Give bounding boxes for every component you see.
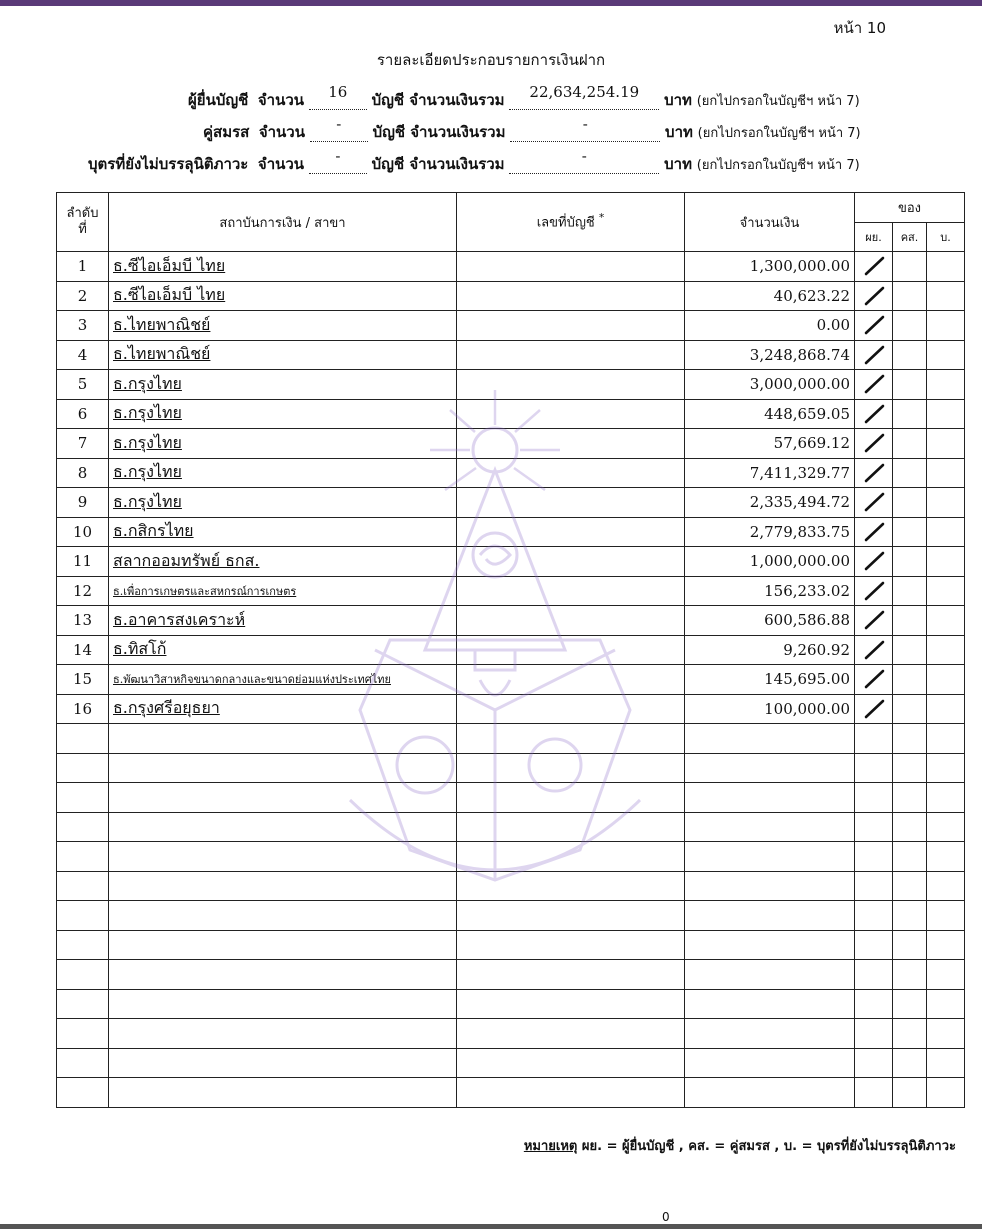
checkmark-slash-icon	[863, 491, 885, 513]
owner-cell-3	[927, 252, 965, 282]
empty-cell	[109, 724, 457, 754]
amount: 100,000.00	[685, 694, 855, 724]
owner-cell-3	[927, 665, 965, 695]
empty-cell	[893, 1078, 927, 1108]
owner-cell-1	[855, 694, 893, 724]
owner-cell-2	[893, 281, 927, 311]
empty-cell	[927, 753, 965, 783]
bank-name: ธ.ซีไอเอ็มบี ไทย	[109, 252, 457, 282]
empty-cell	[855, 842, 893, 872]
owner-cell-1	[855, 252, 893, 282]
account-number-redacted	[457, 458, 685, 488]
account-number-redacted	[457, 429, 685, 459]
empty-cell	[109, 842, 457, 872]
empty-row	[57, 960, 965, 990]
empty-cell	[685, 1078, 855, 1108]
empty-row	[57, 901, 965, 931]
row-number: 10	[57, 517, 109, 547]
empty-cell	[855, 901, 893, 931]
empty-cell	[685, 753, 855, 783]
empty-cell	[893, 753, 927, 783]
empty-cell	[927, 1019, 965, 1049]
owner-cell-2	[893, 517, 927, 547]
empty-cell	[927, 989, 965, 1019]
account-number-redacted	[457, 281, 685, 311]
amount: 1,300,000.00	[685, 252, 855, 282]
empty-cell	[927, 783, 965, 813]
table-row	[57, 635, 965, 665]
owner-cell-3	[927, 340, 965, 370]
amount: 0.00	[685, 311, 855, 341]
account-number-redacted	[457, 547, 685, 577]
row-number: 14	[57, 635, 109, 665]
empty-cell	[893, 960, 927, 990]
checkmark-slash-icon	[863, 668, 885, 690]
checkmark-slash-icon	[863, 255, 885, 277]
owner-cell-1	[855, 488, 893, 518]
empty-cell	[855, 1019, 893, 1049]
empty-cell	[457, 1048, 685, 1078]
owner-cell-2	[893, 340, 927, 370]
owner-cell-1	[855, 606, 893, 636]
empty-cell	[893, 842, 927, 872]
empty-cell	[109, 1078, 457, 1108]
children-total: -	[581, 147, 587, 165]
empty-cell	[855, 753, 893, 783]
owner-cell-1	[855, 517, 893, 547]
empty-cell	[457, 930, 685, 960]
amount: 145,695.00	[685, 665, 855, 695]
owner-cell-3	[927, 606, 965, 636]
empty-cell	[893, 812, 927, 842]
page-number: หน้า 10	[833, 19, 886, 37]
amount: 448,659.05	[685, 399, 855, 429]
empty-row	[57, 1048, 965, 1078]
amount: 57,669.12	[685, 429, 855, 459]
checkmark-slash-icon	[863, 639, 885, 661]
empty-cell	[57, 724, 109, 754]
row-number: 13	[57, 606, 109, 636]
owner-cell-1	[855, 399, 893, 429]
empty-cell	[685, 901, 855, 931]
empty-cell	[57, 930, 109, 960]
empty-cell	[457, 724, 685, 754]
owner-cell-2	[893, 547, 927, 577]
empty-cell	[109, 960, 457, 990]
owner-cell-1	[855, 635, 893, 665]
table-row	[57, 311, 965, 341]
bank-name: ธ.กรุงไทย	[109, 488, 457, 518]
account-number-redacted	[457, 635, 685, 665]
owner-cell-1	[855, 576, 893, 606]
empty-cell	[927, 842, 965, 872]
bottom-mark: 0	[662, 1210, 670, 1224]
checkmark-slash-icon	[863, 521, 885, 543]
empty-cell	[855, 1048, 893, 1078]
owner-cell-3	[927, 370, 965, 400]
empty-cell	[109, 1048, 457, 1078]
empty-cell	[685, 842, 855, 872]
summary-line-children: บุตรที่ยังไม่บรรลุนิติภาวะ จำนวน - บัญชี จำนวนเงินรวม - บาท (ยกไปกรอกในบัญชีฯ หน้า 7)	[88, 147, 860, 173]
summary-line-spouse: คู่สมรส จำนวน - บัญชี จำนวนเงินรวม - บาท (ยกไปกรอกในบัญชีฯ หน้า 7)	[203, 115, 861, 141]
checkmark-slash-icon	[863, 609, 885, 631]
header-owner: ของ	[855, 193, 965, 223]
owner-cell-2	[893, 635, 927, 665]
empty-cell	[927, 930, 965, 960]
table-row	[57, 576, 965, 606]
owner-cell-1	[855, 458, 893, 488]
row-number: 12	[57, 576, 109, 606]
amount: 3,000,000.00	[685, 370, 855, 400]
empty-cell	[927, 871, 965, 901]
checkmark-slash-icon	[863, 344, 885, 366]
table-row	[57, 694, 965, 724]
empty-cell	[893, 930, 927, 960]
row-number: 3	[57, 311, 109, 341]
owner-cell-1	[855, 281, 893, 311]
empty-cell	[685, 930, 855, 960]
empty-cell	[685, 989, 855, 1019]
empty-cell	[57, 1019, 109, 1049]
account-number-redacted	[457, 665, 685, 695]
owner-cell-1	[855, 311, 893, 341]
empty-cell	[109, 930, 457, 960]
children-count: -	[335, 147, 341, 165]
amount: 9,260.92	[685, 635, 855, 665]
empty-cell	[855, 1078, 893, 1108]
empty-cell	[457, 842, 685, 872]
owner-cell-2	[893, 665, 927, 695]
owner-cell-2	[893, 488, 927, 518]
amount: 3,248,868.74	[685, 340, 855, 370]
empty-cell	[685, 1019, 855, 1049]
owner-cell-3	[927, 547, 965, 577]
empty-cell	[685, 812, 855, 842]
owner-cell-2	[893, 370, 927, 400]
empty-cell	[893, 783, 927, 813]
account-number-redacted	[457, 340, 685, 370]
owner-cell-3	[927, 399, 965, 429]
bank-name: ธ.กรุงไทย	[109, 458, 457, 488]
empty-cell	[893, 724, 927, 754]
declarant-count: 16	[328, 83, 348, 101]
table-row	[57, 458, 965, 488]
empty-cell	[927, 812, 965, 842]
row-number: 4	[57, 340, 109, 370]
bank-name: ธ.ไทยพาณิชย์	[109, 311, 457, 341]
empty-cell	[855, 960, 893, 990]
footnote: หมายเหตุ ผย. = ผู้ยื่นบัญชี , คส. = คู่สมรส , บ. = บุตรที่ยังไม่บรรลุนิติภาวะ	[523, 1139, 956, 1154]
amount: 2,335,494.72	[685, 488, 855, 518]
empty-cell	[457, 871, 685, 901]
table-row	[57, 517, 965, 547]
empty-cell	[457, 753, 685, 783]
table-row	[57, 370, 965, 400]
empty-cell	[57, 753, 109, 783]
owner-cell-3	[927, 311, 965, 341]
empty-row	[57, 812, 965, 842]
table-row	[57, 606, 965, 636]
empty-cell	[855, 724, 893, 754]
empty-cell	[893, 871, 927, 901]
empty-cell	[893, 989, 927, 1019]
checkmark-slash-icon	[863, 373, 885, 395]
empty-cell	[855, 989, 893, 1019]
empty-cell	[927, 901, 965, 931]
bank-name: สลากออมทรัพย์ ธกส.	[109, 547, 457, 577]
row-number: 7	[57, 429, 109, 459]
empty-cell	[685, 783, 855, 813]
checkmark-slash-icon	[863, 403, 885, 425]
empty-cell	[685, 1048, 855, 1078]
row-number: 9	[57, 488, 109, 518]
owner-cell-3	[927, 281, 965, 311]
owner-cell-2	[893, 458, 927, 488]
empty-cell	[57, 1048, 109, 1078]
owner-cell-1	[855, 370, 893, 400]
bank-name: ธ.เพื่อการเกษตรและสหกรณ์การเกษตร	[109, 576, 457, 606]
empty-cell	[109, 812, 457, 842]
empty-cell	[109, 871, 457, 901]
empty-cell	[685, 960, 855, 990]
account-number-redacted	[457, 488, 685, 518]
header-owner-child: บ.	[927, 222, 965, 252]
bank-name: ธ.ซีไอเอ็มบี ไทย	[109, 281, 457, 311]
row-number: 11	[57, 547, 109, 577]
bank-name: ธ.กรุงไทย	[109, 370, 457, 400]
owner-cell-3	[927, 429, 965, 459]
owner-cell-2	[893, 429, 927, 459]
checkmark-slash-icon	[863, 550, 885, 572]
empty-cell	[57, 812, 109, 842]
owner-cell-1	[855, 429, 893, 459]
owner-cell-1	[855, 340, 893, 370]
checkmark-slash-icon	[863, 285, 885, 307]
empty-cell	[109, 901, 457, 931]
deposit-table	[56, 192, 965, 1108]
account-number-redacted	[457, 311, 685, 341]
empty-row	[57, 724, 965, 754]
row-number: 5	[57, 370, 109, 400]
row-number: 1	[57, 252, 109, 282]
account-number-redacted	[457, 370, 685, 400]
header-amount: จำนวนเงิน	[685, 193, 855, 252]
row-number: 16	[57, 694, 109, 724]
owner-cell-2	[893, 694, 927, 724]
empty-cell	[685, 724, 855, 754]
empty-cell	[457, 1019, 685, 1049]
empty-row	[57, 1019, 965, 1049]
empty-cell	[855, 812, 893, 842]
empty-cell	[57, 1078, 109, 1108]
empty-row	[57, 989, 965, 1019]
empty-cell	[893, 1019, 927, 1049]
empty-cell	[109, 753, 457, 783]
empty-cell	[109, 989, 457, 1019]
empty-row	[57, 930, 965, 960]
table-row	[57, 665, 965, 695]
bank-name: ธ.ทิสโก้	[109, 635, 457, 665]
amount: 7,411,329.77	[685, 458, 855, 488]
amount: 156,233.02	[685, 576, 855, 606]
empty-cell	[57, 783, 109, 813]
empty-cell	[57, 989, 109, 1019]
amount: 600,586.88	[685, 606, 855, 636]
table-row	[57, 340, 965, 370]
amount: 1,000,000.00	[685, 547, 855, 577]
checkmark-slash-icon	[863, 698, 885, 720]
row-number: 2	[57, 281, 109, 311]
owner-cell-2	[893, 311, 927, 341]
empty-cell	[57, 842, 109, 872]
header-owner-spouse: คส.	[893, 222, 927, 252]
empty-row	[57, 783, 965, 813]
table-row	[57, 547, 965, 577]
page-title: รายละเอียดประกอบรายการเงินฝาก	[376, 51, 606, 69]
empty-cell	[855, 783, 893, 813]
empty-cell	[457, 783, 685, 813]
empty-cell	[685, 871, 855, 901]
empty-cell	[927, 724, 965, 754]
owner-cell-3	[927, 576, 965, 606]
table-row	[57, 488, 965, 518]
summary-line-declarant: ผู้ยื่นบัญชี จำนวน 16 บัญชี จำนวนเงินรวม 22,634,254.19 บาท (ยกไปกรอกในบัญชีฯ หน้า 7)	[188, 83, 860, 109]
owner-cell-3	[927, 635, 965, 665]
top-border-bar	[0, 0, 982, 6]
empty-cell	[457, 812, 685, 842]
declarant-total: 22,634,254.19	[529, 83, 640, 101]
empty-cell	[893, 901, 927, 931]
table-row	[57, 429, 965, 459]
account-number-redacted	[457, 576, 685, 606]
account-number-redacted	[457, 252, 685, 282]
empty-cell	[457, 901, 685, 931]
owner-cell-2	[893, 252, 927, 282]
owner-cell-2	[893, 606, 927, 636]
empty-cell	[855, 871, 893, 901]
owner-cell-2	[893, 576, 927, 606]
empty-cell	[855, 930, 893, 960]
empty-cell	[109, 783, 457, 813]
account-number-redacted	[457, 694, 685, 724]
owner-cell-1	[855, 665, 893, 695]
account-number-redacted	[457, 517, 685, 547]
checkmark-slash-icon	[863, 580, 885, 602]
owner-cell-3	[927, 517, 965, 547]
spouse-count: -	[336, 115, 342, 133]
amount: 2,779,833.75	[685, 517, 855, 547]
bank-name: ธ.กสิกรไทย	[109, 517, 457, 547]
owner-cell-3	[927, 488, 965, 518]
account-number-redacted	[457, 399, 685, 429]
bank-name: ธ.อาคารสงเคราะห์	[109, 606, 457, 636]
owner-cell-2	[893, 399, 927, 429]
bank-name: ธ.กรุงไทย	[109, 429, 457, 459]
empty-cell	[109, 1019, 457, 1049]
owner-cell-1	[855, 547, 893, 577]
empty-cell	[457, 989, 685, 1019]
empty-cell	[927, 1048, 965, 1078]
header-account: เลขที่บัญชี *	[457, 193, 685, 252]
bank-name: ธ.ไทยพาณิชย์	[109, 340, 457, 370]
bank-name: ธ.กรุงศรีอยุธยา	[109, 694, 457, 724]
empty-row	[57, 1078, 965, 1108]
row-number: 15	[57, 665, 109, 695]
row-number: 6	[57, 399, 109, 429]
table-row	[57, 281, 965, 311]
table-row	[57, 399, 965, 429]
empty-row	[57, 871, 965, 901]
row-number: 8	[57, 458, 109, 488]
bottom-border-bar	[0, 1224, 982, 1229]
owner-cell-3	[927, 694, 965, 724]
checkmark-slash-icon	[863, 432, 885, 454]
empty-cell	[457, 960, 685, 990]
account-number-redacted	[457, 606, 685, 636]
empty-cell	[57, 901, 109, 931]
checkmark-slash-icon	[863, 314, 885, 336]
checkmark-slash-icon	[863, 462, 885, 484]
empty-cell	[927, 1078, 965, 1108]
owner-cell-3	[927, 458, 965, 488]
empty-cell	[927, 960, 965, 990]
spouse-total: -	[582, 115, 588, 133]
empty-cell	[57, 871, 109, 901]
table-row	[57, 252, 965, 282]
header-owner-declarant: ผย.	[855, 222, 893, 252]
empty-cell	[457, 1078, 685, 1108]
bank-name: ธ.กรุงไทย	[109, 399, 457, 429]
header-no: ลำดับ ที่	[57, 193, 109, 252]
empty-row	[57, 753, 965, 783]
bank-name: ธ.พัฒนาวิสาหกิจขนาดกลางและขนาดย่อมแห่งประเทศไทย	[109, 665, 457, 695]
empty-cell	[893, 1048, 927, 1078]
empty-cell	[57, 960, 109, 990]
empty-row	[57, 842, 965, 872]
header-bank: สถาบันการเงิน / สาขา	[109, 193, 457, 252]
amount: 40,623.22	[685, 281, 855, 311]
